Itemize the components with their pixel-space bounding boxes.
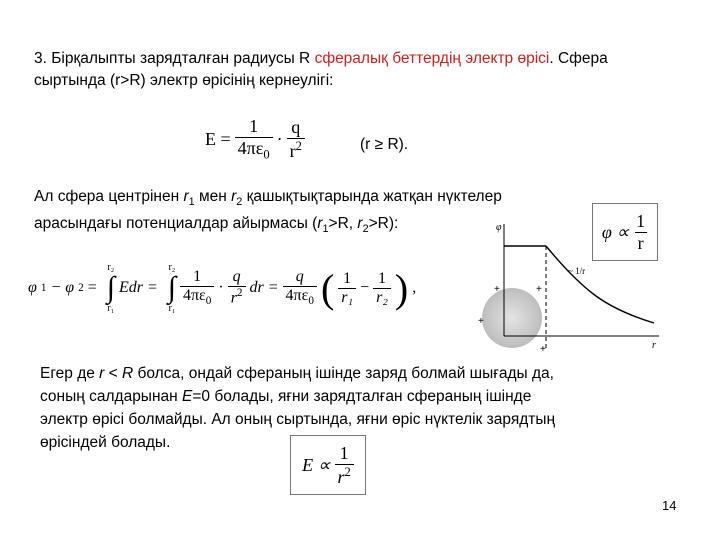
- formula-e-lhs: E =: [205, 128, 231, 149]
- curve-label: ~ 1/r: [568, 266, 586, 276]
- formula-e-fraction1: $\frac{1}{4\pi\varepsilon_0}$: [235, 116, 273, 163]
- y-axis-label: φ: [496, 222, 502, 233]
- potential-difference-text: Ал сфера центрінен $r_1$ мен $r_2$ қашықтықтарында жатқан нүктелер арасындағы потенциалдар айырмасы ($r_1>R$, $r_2>R$):: [34, 188, 502, 236]
- integral-1: r₂ ∫ r₁: [106, 262, 115, 314]
- plus-sign-1: +: [494, 284, 500, 295]
- plus-sign-4: +: [540, 344, 546, 355]
- boxed-phi-proportionality: φ ∝ $\frac{1}{r}$: [592, 203, 658, 261]
- boxed-e-proportionality: E ∝ $\frac{1}{r^2}$: [290, 435, 366, 495]
- page-number: 14: [662, 498, 677, 513]
- plus-sign-2: +: [536, 284, 542, 295]
- formula-e-dot: ·: [276, 128, 283, 149]
- potential-curve: [546, 246, 654, 323]
- formula-e-fraction2: $\frac{q}{r^2}$: [287, 117, 305, 162]
- heading-part1: 3. Бірқалыпты зарядталған радиусы R: [34, 50, 315, 67]
- heading-highlight: сфералық беттердің электр өрісі: [314, 50, 550, 67]
- formula-e-condition: (r ≥ R).: [360, 136, 409, 153]
- potential-graph: [464, 218, 664, 360]
- inside-sphere-text: Егер де r < R болса, ондай сфераның ішінде заряд болмай шығады да, соның салдарынан E=0 болады, яғни зарядталған сфераның ішінде электр өрісі болмайды. Ал оның сыртында, яғни өріс нүктелік зарядтың өрісіндей болады.: [40, 365, 556, 451]
- formula-field-strength: [205, 116, 305, 163]
- integral-2: r₂ ∫ r₁: [167, 262, 176, 314]
- charged-sphere: [482, 288, 542, 348]
- x-axis-label: r: [652, 340, 656, 351]
- slide-heading: [34, 48, 634, 92]
- heading-part2: . Сфера сыртында (r>R) электр өрісінің кернеулігі:: [34, 50, 608, 89]
- formula-potential-difference: φ 1 − φ 2 = r₂ ∫ r₁ Edr = r₂ ∫ r₁ $\frac{1}{4\pi\varepsilon_0}$ · $\frac{q}{r^2}$ dr = $\frac{q}{4\pi\varepsilon_0}$ ( $\frac{1}{\text{r₁}}$ − $\frac{1}{\text{r₂}}$ ) ,: [28, 262, 417, 314]
- plus-sign-3: +: [478, 316, 484, 327]
